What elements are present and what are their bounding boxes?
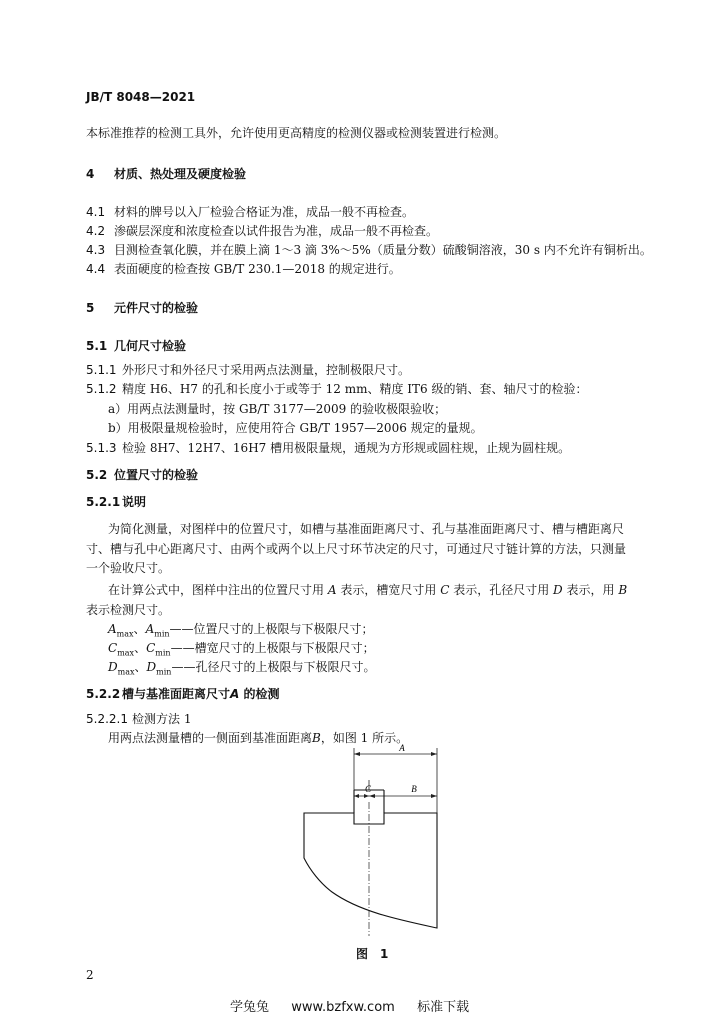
clause-number: 5.1.2: [86, 382, 117, 396]
doc-code: JB/T 8048—2021: [86, 90, 196, 104]
figure-caption: 图 1: [356, 947, 389, 961]
clause-number: 5.2.2.1: [86, 712, 128, 726]
clause-4-1: [86, 203, 414, 220]
section-5-1-heading: [86, 337, 186, 354]
separator: 、: [134, 660, 147, 674]
symbol-d: D: [146, 660, 157, 674]
paragraph-line: 一个验收尺寸。: [86, 561, 171, 575]
clause-text: 材料的牌号以入厂检验合格证为准，成品一般不再检查。: [114, 205, 415, 219]
arrow-head: [364, 794, 369, 798]
arrow-head: [369, 794, 375, 798]
footer-banner: [230, 996, 469, 1015]
definition-d: [108, 658, 375, 676]
clause-5-2-2-1: [86, 710, 191, 727]
separator: 、: [134, 641, 147, 655]
subscript-min: min: [154, 629, 170, 639]
paragraph-line: 为简化测量，对图样中的位置尺寸，如槽与基准面距离尺寸、孔与基准面距离尺寸、槽与槽距离尺: [108, 522, 625, 536]
section-title: 元件尺寸的检验: [114, 301, 199, 315]
section-title-suffix: 的检测: [239, 687, 280, 701]
definition-c: [108, 639, 375, 657]
section-5-heading: [86, 299, 198, 316]
symbol-a: A: [108, 622, 117, 636]
clause-5-1-3: [86, 439, 570, 456]
section-number: 5.2.2: [86, 687, 121, 701]
clause-text: 表面硬度的检查按 GB/T 230.1—2018 的规定进行。: [114, 262, 401, 276]
section-5-2-1-heading: [86, 493, 146, 510]
arrow-head: [354, 794, 359, 798]
clause-text: 外形尺寸和外径尺寸采用两点法测量，控制极限尺寸。: [122, 363, 411, 377]
text-fragment: 在计算公式中，图样中注出的位置尺寸用: [108, 583, 325, 597]
arrow-head: [354, 752, 360, 756]
clause-number: 4.4: [86, 262, 106, 276]
subscript-min: min: [156, 667, 172, 677]
text-fragment: 表示，槽宽尺寸用: [340, 583, 437, 597]
clause-number: 5.1.1: [86, 363, 117, 377]
clause-text: 精度 H6、H7 的孔和长度小于或等于 12 mm、精度 IT6 级的销、套、轴尺寸的检验：: [122, 382, 588, 396]
clause-5-1-2: [86, 380, 588, 397]
clause-5-1-1: [86, 361, 410, 378]
clause-4-4: [86, 260, 401, 277]
symbol-c: C: [108, 641, 118, 655]
clause-text: 渗碳层深度和浓度检查以试件报告为准，成品一般不再检查。: [114, 224, 439, 238]
clause-number: 4.3: [86, 243, 106, 257]
paragraph-line: 表示检测尺寸。: [86, 603, 171, 617]
page-number: 2: [86, 968, 94, 982]
symbol-c: C: [440, 583, 450, 597]
text-fragment: 用两点法测量槽的一侧面到基准面距离: [108, 731, 313, 745]
symbol-d: D: [108, 660, 118, 674]
section-title: 几何尺寸检验: [114, 339, 187, 353]
section-title: 槽与基准面距离尺寸: [122, 687, 231, 701]
definition-text: ——位置尺寸的上极限与下极限尺寸；: [169, 622, 374, 636]
symbol-d: D: [553, 583, 563, 597]
separator: 、: [133, 622, 146, 636]
clause-4-3: [86, 241, 652, 258]
section-number: 5: [86, 301, 95, 315]
symbol-a: A: [327, 583, 337, 597]
symbol-b: B: [312, 731, 321, 745]
section-title: 说明: [122, 495, 147, 509]
section-4-heading: [86, 165, 246, 182]
section-number: 5.2: [86, 468, 108, 482]
subscript-max: max: [117, 667, 135, 677]
section-number: 4: [86, 167, 95, 181]
text-fragment: 表示，用: [566, 583, 615, 597]
text-fragment: 表示，孔径尺寸用: [453, 583, 550, 597]
paragraph-line: 寸、槽与孔中心距离尺寸、由两个或两个以上尺寸环节决定的尺寸，可通过尺寸链计算的方法，只测量: [86, 542, 627, 556]
section-5-2-2-heading: [86, 685, 280, 702]
subscript-max: max: [116, 629, 134, 639]
figure-1-drawing: [290, 740, 450, 940]
paragraph-line: [108, 581, 627, 598]
clause-text: 目测检查氧化膜，并在膜上滴 1～3 滴 3%～5%（质量分数）硫酸铜溶液，30 s 内不允许有铜析出。: [114, 243, 652, 257]
clause-number: 4.1: [86, 205, 106, 219]
symbol-a: A: [230, 687, 240, 701]
clause-text: 检验 8H7、12H7、16H7 槽用极限量规，通规为方形规或圆柱规，止规为圆柱规。: [122, 441, 571, 455]
text-fragment: ，如图 1 所示。: [320, 731, 409, 745]
clause-5-1-2-b: b）用极限量规检验时，应使用符合 GB/T 1957—2006 规定的量规。: [108, 421, 483, 435]
clause-number: 4.2: [86, 224, 106, 238]
definition-text: ——槽宽尺寸的上极限与下极限尺寸；: [170, 641, 375, 655]
section-title: 材质、热处理及硬度检验: [114, 167, 247, 181]
label-b: B: [411, 784, 417, 794]
section-number: 5.1: [86, 339, 108, 353]
symbol-a: A: [145, 622, 155, 636]
definition-a: [108, 620, 374, 638]
section-5-2-heading: [86, 466, 198, 483]
footer-site: 学兔兔: [230, 1000, 270, 1015]
arrow-head: [431, 794, 437, 798]
clause-4-2: [86, 222, 438, 239]
clause-5-1-2-a: a）用两点法测量时，按 GB/T 3177—2009 的验收极限验收；: [108, 402, 447, 416]
label-c: C: [364, 784, 372, 794]
definition-text: ——孔径尺寸的上极限与下极限尺寸。: [171, 660, 376, 674]
part-outline: [304, 813, 437, 928]
symbol-c: C: [146, 641, 156, 655]
footer-url[interactable]: www.bzfxw.com: [291, 1000, 395, 1015]
label-a: A: [399, 743, 405, 753]
symbol-b: B: [618, 583, 628, 597]
section-title: 位置尺寸的检验: [114, 468, 199, 482]
intro-paragraph: 本标准推荐的检测工具外，允许使用更高精度的检测仪器或检测装置进行检测。: [86, 126, 507, 140]
footer-desc: 标准下载: [417, 1000, 470, 1015]
subscript-max: max: [117, 648, 135, 658]
clause-number: 5.1.3: [86, 441, 117, 455]
subscript-min: min: [155, 648, 171, 658]
arrow-head: [431, 752, 437, 756]
section-number: 5.2.1: [86, 495, 121, 509]
clause-title: 检测方法 1: [132, 712, 192, 726]
